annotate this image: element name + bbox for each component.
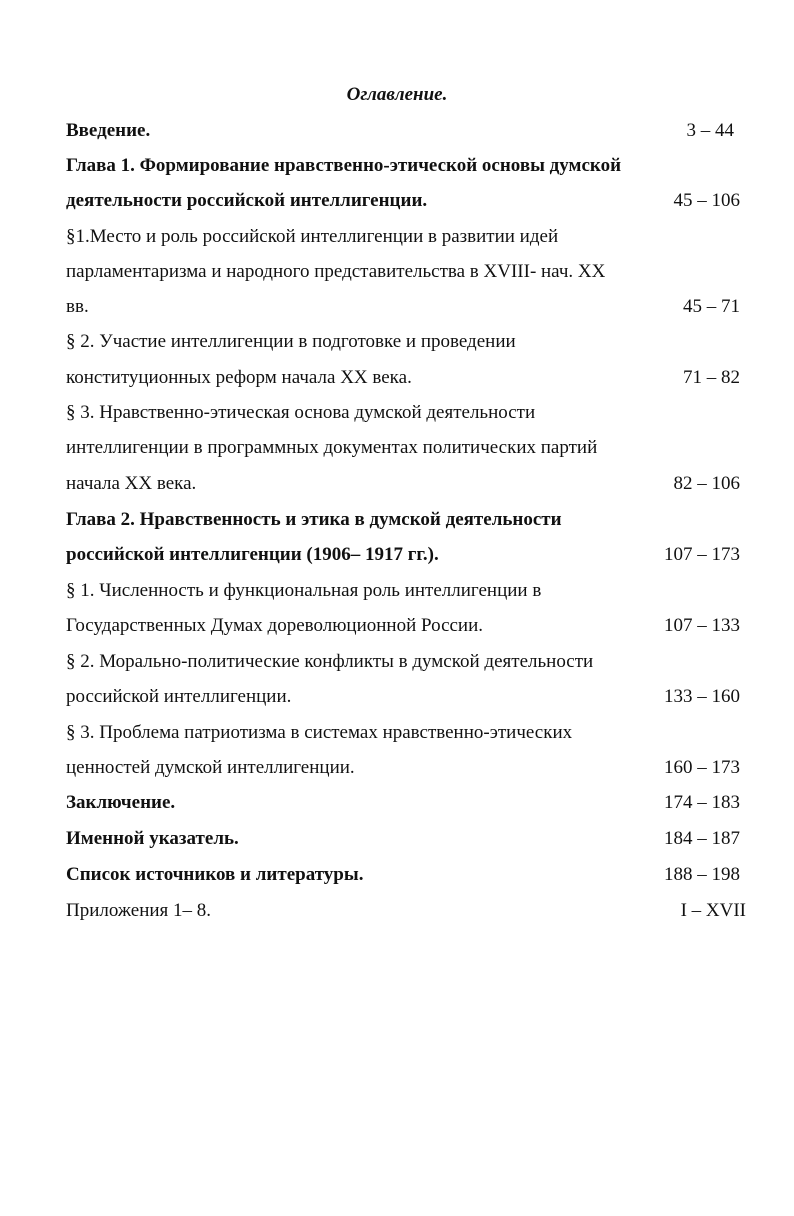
- toc-entry: [0, 151, 794, 181]
- toc-entry-text: деятельности российской интеллигенции.: [66, 190, 428, 211]
- toc-entry: [0, 576, 794, 606]
- toc-entry-text: Введение.: [66, 120, 151, 141]
- toc-entry: [0, 398, 794, 428]
- toc-entry: [0, 647, 794, 677]
- toc-entry: [0, 469, 794, 499]
- toc-entry-text: интеллигенции в программных документах политических партий: [66, 437, 598, 458]
- toc-entry: [0, 611, 794, 641]
- toc-entry-text: вв.: [66, 296, 89, 317]
- toc-entry-text: Список источников и литературы.: [66, 864, 364, 885]
- toc-entry-page: 3 – 44: [686, 120, 734, 141]
- toc-entry-page: 71 – 82: [683, 367, 740, 388]
- toc-entry-text: парламентаризма и народного представительства в XVIII- нач. XX: [66, 261, 606, 282]
- toc-entry-text: начала XX века.: [66, 473, 197, 494]
- toc-entry-page: 188 – 198: [664, 864, 740, 885]
- toc-entry-text: § 2. Морально-политические конфликты в думской деятельности: [66, 651, 594, 672]
- toc-entry: [0, 116, 794, 146]
- toc-entry-page: 107 – 173: [664, 544, 740, 565]
- toc-entry: [0, 824, 794, 854]
- toc-entry-page: 45 – 71: [683, 296, 740, 317]
- toc-entry-page: 45 – 106: [673, 190, 740, 211]
- toc-entry: [0, 718, 794, 748]
- toc-entry-text: § 3. Нравственно-этическая основа думской деятельности: [66, 402, 536, 423]
- toc-entry: [0, 540, 794, 570]
- toc-entry-text: §1.Место и роль российской интеллигенции в развитии идей: [66, 226, 559, 247]
- toc-entry-text: российской интеллигенции.: [66, 686, 292, 707]
- toc-entry-text: § 2. Участие интеллигенции в подготовке и проведении: [66, 331, 516, 352]
- toc-entry-page: 174 – 183: [664, 792, 740, 813]
- toc-entry-page: 82 – 106: [673, 473, 740, 494]
- toc-entry: [0, 327, 794, 357]
- toc-entry: [0, 222, 794, 252]
- toc-entry-page: 160 – 173: [664, 757, 740, 778]
- toc-entry: [0, 753, 794, 783]
- toc-entry: [0, 860, 794, 890]
- toc-entry-text: конституционных реформ начала XX века.: [66, 367, 412, 388]
- toc-entry: [0, 788, 794, 818]
- toc-entry: [0, 896, 794, 926]
- toc-entry-text: Государственных Думах дореволюционной России.: [66, 615, 484, 636]
- toc-entry-text: Именной указатель.: [66, 828, 239, 849]
- toc-entry: [0, 363, 794, 393]
- toc-entry-text: российской интеллигенции (1906– 1917 гг.).: [66, 544, 439, 565]
- toc-entry: [0, 292, 794, 322]
- toc-entry: [0, 682, 794, 712]
- toc-title: Оглавление.: [346, 84, 448, 105]
- toc-entry-text: Глава 1. Формирование нравственно-этической основы думской: [66, 155, 622, 176]
- toc-entry: [0, 433, 794, 463]
- toc-entry: [0, 505, 794, 535]
- toc-entry-page: I – XVII: [680, 900, 746, 921]
- toc-entry-text: Заключение.: [66, 792, 176, 813]
- toc-entry-text: ценностей думской интеллигенции.: [66, 757, 355, 778]
- toc-entry-text: § 1. Численность и функциональная роль интеллигенции в: [66, 580, 542, 601]
- toc-entry-page: 133 – 160: [664, 686, 740, 707]
- toc-entry: [0, 186, 794, 216]
- toc-entry-text: § 3. Проблема патриотизма в системах нравственно-этических: [66, 722, 573, 743]
- toc-entry: [0, 257, 794, 287]
- toc-entry-text: Приложения 1– 8.: [66, 900, 212, 921]
- toc-entry-text: Глава 2. Нравственность и этика в думской деятельности: [66, 509, 562, 530]
- toc-entry-page: 184 – 187: [664, 828, 740, 849]
- toc-entry-page: 107 – 133: [664, 615, 740, 636]
